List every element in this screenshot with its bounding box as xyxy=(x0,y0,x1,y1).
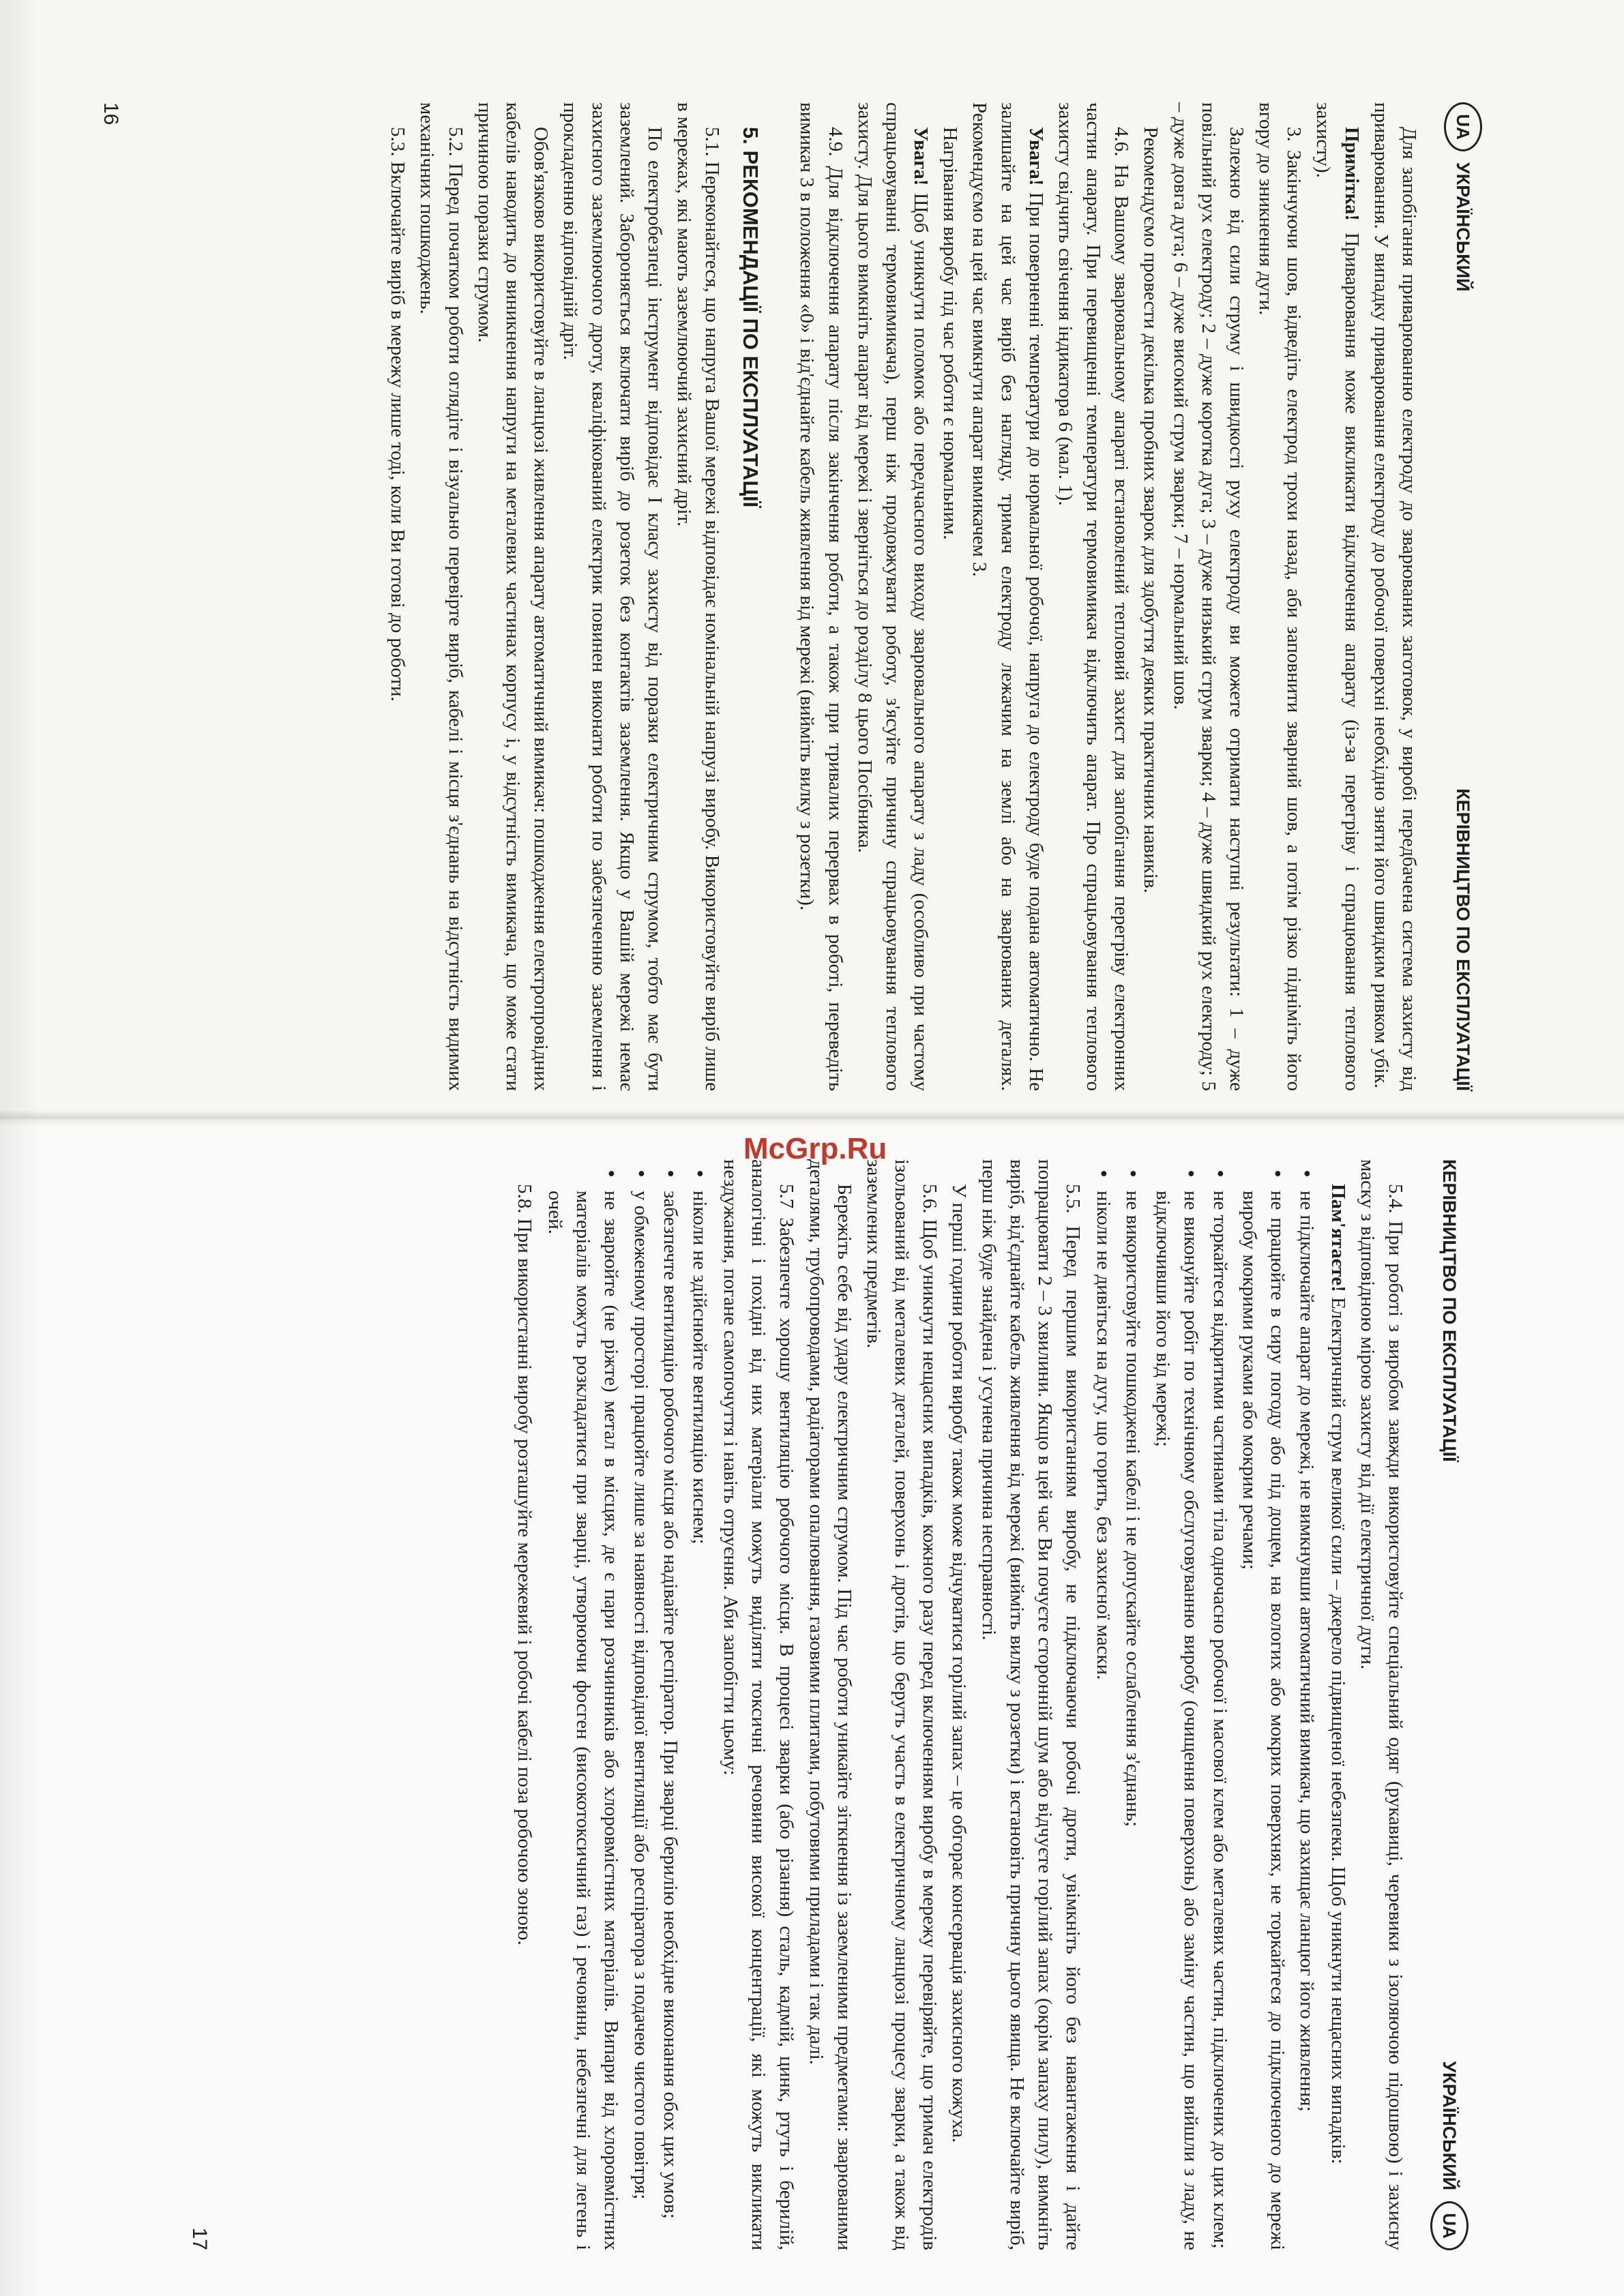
warning-paragraph xyxy=(851,102,935,1091)
list-item: • ніколи не здійснюйте вентиляцію киснем; xyxy=(685,1191,713,2250)
list-item: • не підключайте апарат до мережі, не вимкнувши автоматичний вимикач, що захищає ланцюг його живлення; xyxy=(1293,1191,1320,2250)
safety-list xyxy=(1089,1159,1320,2250)
warning-label: Увага! xyxy=(910,127,932,186)
remember-paragraph xyxy=(1323,1159,1351,2250)
running-header xyxy=(1439,102,1487,1091)
paragraph: 5.7 Забезпечте хорошу вентиляцію робочого місця. В процесі зварки (або різання) сталь, кадмій, цинк, ртуть і берилій, аналогічні і похідні від них матеріали можуть виділяти токсичні речовини високої концентрації, які можуть викликати нездужання, погане самопочуття і навіть отруєння. Аби запобігти цьому: xyxy=(720,1159,798,2250)
page-number: 17 xyxy=(188,2227,211,2250)
warning-label: Увага! xyxy=(1024,127,1047,186)
list-item: • забезпечте вентиляцію робочого місця або надівайте респіратор. При зварці берилію необхідне виконання обох цих умов; xyxy=(656,1191,684,2250)
ua-badge: UA xyxy=(1430,2201,1468,2250)
language-label xyxy=(1430,2061,1468,2250)
paragraph: 4.9. Для відключення апарату після закінчення роботи, а також при тривалих перервах в роботі, переведіть вимикач 3 в положення «0» і від'єднайте кабель живлення від мережі (вийміть вилку з розетки). xyxy=(796,102,846,1091)
paragraph: Обов'язково використовуйте в ланцюзі живлення апарату автоматичний вимикач: пошкодження електропровідних кабелів наводить до виникнення напруги на металевих частинах корпусу і, у відсутність вимикача, що може стати причиною поразки струмом. xyxy=(473,102,552,1091)
list-item: • ніколи не дивіться на дугу, що горить, без захисної маски. xyxy=(1089,1191,1117,2250)
page-number: 16 xyxy=(99,102,122,125)
language-text: УКРАЇНСЬКИЙ xyxy=(1439,2061,1460,2190)
ua-badge: UA xyxy=(1444,102,1482,151)
paragraph: По електробезпеці інструмент відповідає I класу захисту від поразки електричним струмом, тобто має бути заземлений. Забороняється включати виріб до розеток без контактів заземлення. Якщо у Вашій мережі немає захисного заземлюючого дроту, кваліфікований електрик повинен виконати роботи по забезпеченню заземлення і прокладенню відповідній дріт. xyxy=(559,102,666,1091)
list-item: • не працюйте в сиру погоду або під дощем, на вологих або мокрих поверхнях, не торкайтеся до підключеного до мережі виробу мокрими руками або мокрим речами; xyxy=(1235,1191,1291,2250)
section-title: 5. РЕКОМЕНДАЦІЇ ПО ЕКСПЛУАТАЦІЇ xyxy=(739,127,763,508)
paragraph: 5.3. Включайте виріб в мережу лише тоді, коли Ви готові до роботи. xyxy=(387,127,409,702)
paragraph: Залежно від сили струму і швидкості руху електроду ви можете отримати наступні результати: 1 – дуже повільний рух електроду; 2 – дуже коротка дуга; 3 – дуже низький струм зварки; 4 – дуже швидкий рух електроду; 5 – дуже довга дуга; 6 – дуже високий струм зварки; 7 – нормальний шов. xyxy=(1169,102,1247,1091)
remember-text: Електричний струм великої сили – джерело підвищеної небезпеки. Щоб уникнути нещасних випадків: xyxy=(1327,1292,1349,2164)
note-label: Примітка! xyxy=(1340,127,1363,221)
header-title: КЕРІВНИЦТВО ПО ЕКСПЛУАТАЦІЇ xyxy=(1453,788,1474,1091)
language-label xyxy=(1444,102,1482,292)
paragraph: Рекомендуємо провести декілька пробних зварок для здобуття деяких практичних навиків. xyxy=(1140,127,1162,893)
warning-paragraph xyxy=(965,102,1050,1091)
list-item: • не зварюйте (не ріжте) метал в місцях, де є пари розчинників або хлоровмістних матеріалів. Випари від хлоровмістних матеріалів можуть розкладатися при зварці, утворюючи фосген (високотоксичний газ) і речовини, небезпечні для легень і очей. xyxy=(541,1191,625,2250)
note-text: Приварювання може викликати відключення апарату (із-за перегріву і спрацювання теплового захисту). xyxy=(1312,102,1363,1091)
list-item: • не використовуйте пошкоджені кабелі і не допускайте ослаблення з'єднань; xyxy=(1119,1191,1147,2250)
list-item: • не виконуйте робіт по технічному обслуговуванню виробу (очищення поверхонь) або заміну частин, що вийшли з ладу, не відключивши його від мережі; xyxy=(1148,1191,1204,2250)
manual-page-16 xyxy=(99,102,1487,1091)
scan-edge-shadow xyxy=(0,0,41,2296)
paragraph: Для запобігання приварюванню електроду до зварюваних заготовок, у виробі передбачена система захисту від приварювання. У випадку приварювання електроду до робочої поверхні необхідно зняти його швидким ривком убік. xyxy=(1370,102,1420,1091)
paragraph: 5.8. При використанні виробу розташуйте мережевий і робочі кабелі поза робочою зоною. xyxy=(513,1184,535,1945)
ventilation-list xyxy=(541,1159,713,2250)
warning-text: Щоб уникнути поломок або передчасного виходу зварювального апарату з ладу (особливо при частому спрацьовуванні термовимикача), перш ніж продовжувати роботу, з'ясуйте причину спрацьовування теплового захисту. Для цього вимкніть апарат від мережі і зверніться до розділу 8 цього Посібника. xyxy=(853,102,932,1091)
paragraph: Нагрівання виробу під час роботи є нормальним. xyxy=(939,127,962,540)
paragraph: 5.5. Перед першим використанням виробу, не підключаючи робочі дроти, увімкніть його без навантаження і дайте попрацювати 2 – 3 хвилини. Якщо в цей час Ви почуєте сторонній шум або відчуєте горілий запах (окрім запаху пилу), вимкніть виріб, від'єднайте кабель живлення від мережі (вийміть вилку з розетки) і встановіть причину цього явища. Не включайте виріб, перш ніж буде знайдена і усунена причина несправності. xyxy=(977,1159,1084,2250)
note-paragraph xyxy=(1309,102,1365,1091)
running-header xyxy=(1426,1159,1473,2250)
paragraph: У перші години роботи виробу також може відчуватися горілий запах – це обгорає консервація захисного кожуха. xyxy=(948,1184,971,2143)
language-text: УКРАЇНСЬКИЙ xyxy=(1453,162,1474,292)
paragraph: 3. Закінчуючи шов, відведіть електрод трохи назад, аби заповнити зварний шов, а потім різко підніміть його вгору до зникнення дуги. xyxy=(1255,102,1305,1091)
paragraph: 4.6. На Вашому зварювальному апараті встановлений тепловий захист для запобігання перегріву електронних частин апарату. При перевищенні температури термовимикач відключить апарат. Про спрацьовування теплового захисту свідчить свічення індикатора 6 (мал. 1). xyxy=(1054,102,1133,1091)
list-item: • у обмеженому просторі працюйте лише за наявності відповідної вентиляції або респіратора з подачею чистого повітря; xyxy=(626,1191,654,2250)
list-item: • не торкайтеся відкритими частинами тіла одночасно робочої і масової клем або металевих частин, підключених до цих клем; xyxy=(1206,1191,1234,2250)
manual-page-17 xyxy=(184,1159,1473,2250)
header-title: КЕРІВНИЦТВО ПО ЕКСПЛУАТАЦІЇ xyxy=(1439,1159,1460,1462)
paragraph: 5.6. Щоб уникнути нещасних випадків, кожного разу перед включенням виробу в мережу перевіряйте, що тримач електродів ізольований від металевих деталей, поверхонь і дротів, що беруть участь в електричному ланцюзі процесу зварки, а також від заземлених предметів. xyxy=(862,1159,941,2250)
paragraph: 5.4. При роботі з виробом завжди використовуйте спеціальний одяг (рукавиці, черевики з ізоляючою підошвою) і захисну маску з відповідною мірою захисту від дії електричної дуги. xyxy=(1356,1159,1406,2250)
watermark: McGrp.Ru xyxy=(743,1132,887,1165)
remember-label: Пам'ятаєте! xyxy=(1327,1184,1349,1292)
paragraph: 5.2. Перед початком роботи оглядіте і візуально перевірте виріб, кабелі і місця з'єднань на відсутність видимих механічних пошкоджень. xyxy=(416,102,467,1091)
paragraph: 5.1. Переконайтеся, що напруга Вашої мережі відповідає номінальній напрузі виробу. Використовуйте виріб лише в мережах, які мають заземлюючий захисний дріт. xyxy=(673,102,724,1091)
warning-text: При поверненні температури до нормальної робочої, напруга до електроду буде подана автоматично. Не залишайте на цей час виріб без нагляду, тримач електроду лежачим на землі або на зварюваних деталях. Рекомендуємо на цей час вимкнути апарат вимикачем 3. xyxy=(969,102,1047,1091)
paragraph: Бережіть себе від удару електричним струмом. Під час роботи уникайте зіткнення із заземленими предметами: зварюваними деталями, трубопроводами, радіаторами опалювання, газовими плитами, побутовими приладами і так далі. xyxy=(805,1159,855,2250)
page-fold xyxy=(0,1110,1624,1127)
